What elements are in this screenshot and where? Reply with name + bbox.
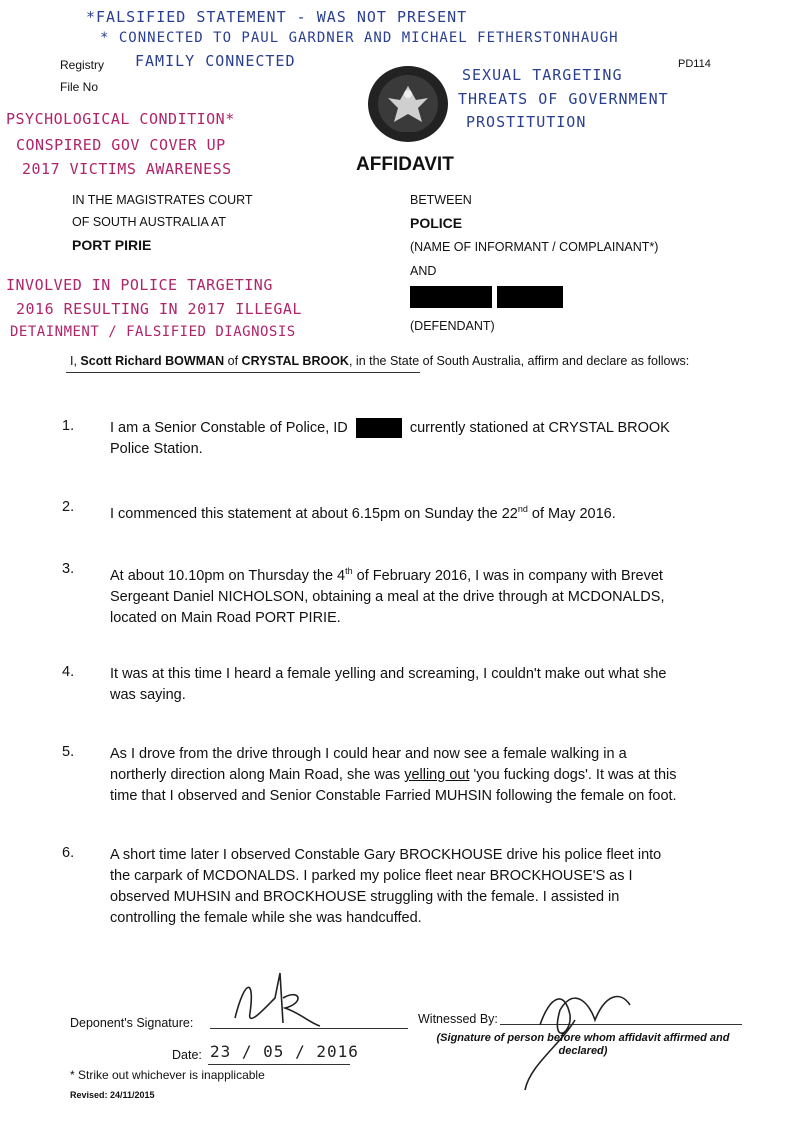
date-label: Date:: [172, 1048, 202, 1062]
para-number: 6.: [62, 845, 75, 861]
registry-label: Registry: [60, 58, 105, 72]
para-number: 1.: [62, 418, 75, 434]
annotation-falsified: *FALSIFIED STATEMENT - WAS NOT PRESENT: [86, 8, 468, 26]
redacted-defendant-2: [497, 286, 563, 308]
para-number: 4.: [62, 664, 75, 680]
redacted-defendant-1: [410, 286, 492, 308]
revised-date: Revised: 24/11/2015: [70, 1090, 155, 1100]
paragraph-1: I am a Senior Constable of Police, ID currently stationed at CRYSTAL BROOK Police Station.: [110, 420, 670, 457]
annotation-victims: 2017 VICTIMS AWARENESS: [22, 160, 232, 178]
court-line-1: IN THE MAGISTRATES COURT: [72, 193, 253, 207]
annotation-conspired: CONSPIRED GOV COVER UP: [16, 136, 226, 154]
deponent-signature-label: Deponent's Signature:: [70, 1016, 194, 1030]
para-number: 5.: [62, 744, 75, 760]
deponent-place: CRYSTAL BROOK: [241, 354, 349, 368]
witnessed-by-label: Witnessed By:: [418, 1012, 498, 1026]
date-line: [208, 1064, 350, 1065]
paragraph-6: A short time later I observed Constable Gary BROCKHOUSE drive his police fleet into the carpark of MCDONALDS. I parked my police fleet near BROCKHOUSE'S as I observed MUHSIN and BROCKHOUSE struggling with the female. I assisted in controlling the female while she was handcuffed.: [110, 847, 662, 926]
annotation-threats: THREATS OF GOVERNMENT: [458, 90, 669, 108]
coat-of-arms: [360, 58, 456, 146]
strike-note: * Strike out whichever is inapplicable: [70, 1068, 265, 1082]
paragraph-3: At about 10.10pm on Thursday the 4th of February 2016, I was in company with Brevet Sergeant Daniel NICHOLSON, obtaining a meal at the drive through at MCDONALDS, located on Main Road PORT PIRIE.: [110, 566, 665, 626]
deponent-signature: [225, 968, 335, 1037]
informant-name: POLICE: [410, 215, 463, 231]
intro-underline: [66, 372, 420, 373]
witness-note: (Signature of person before whom affidavit affirmed and declared): [436, 1032, 730, 1057]
file-no-label: File No: [60, 80, 99, 94]
para-number: 2.: [62, 499, 75, 515]
paragraph-2: I commenced this statement at about 6.15pm on Sunday the 22nd of May 2016.: [110, 504, 616, 522]
and-label: AND: [410, 264, 437, 278]
form-code: PD114: [678, 58, 711, 70]
paragraph-4: It was at this time I heard a female yelling and screaming, I couldn't make out what she was saying.: [110, 666, 667, 703]
defendant-label: (DEFENDANT): [410, 319, 495, 333]
date-value: 23 / 05 / 2016: [210, 1042, 359, 1061]
annotation-involved: INVOLVED IN POLICE TARGETING: [6, 276, 273, 294]
deponent-name: Scott Richard BOWMAN: [80, 354, 225, 368]
between-label: BETWEEN: [410, 193, 472, 207]
annotation-connected: * CONNECTED TO PAUL GARDNER AND MICHAEL FETHERSTONHAUGH: [100, 30, 619, 46]
annotation-prostitution: PROSTITUTION: [466, 113, 587, 131]
court-line-2: OF SOUTH AUSTRALIA AT: [72, 215, 226, 229]
document-title: AFFIDAVIT: [356, 154, 454, 175]
para-number: 3.: [62, 561, 75, 577]
redacted-id: [356, 418, 402, 438]
intro-statement: I, Scott Richard BOWMAN of CRYSTAL BROOK, in the State of South Australia, affirm and declare as follows:: [70, 354, 690, 368]
annotation-family: FAMILY CONNECTED: [135, 52, 296, 70]
annotation-2016: 2016 RESULTING IN 2017 ILLEGAL: [16, 300, 302, 318]
court-location: PORT PIRIE: [72, 237, 152, 253]
annotation-detainment: DETAINMENT / FALSIFIED DIAGNOSIS: [10, 324, 296, 340]
annotation-sexual-targeting: SEXUAL TARGETING: [462, 66, 623, 84]
informant-label: (NAME OF INFORMANT / COMPLAINANT*): [410, 240, 659, 254]
paragraph-5: As I drove from the drive through I could hear and now see a female walking in a northerly direction along Main Road, she was yelling out 'you fucking dogs'. It was at this time that I observed and Senior Constable Farried MUHSIN following the female on foot.: [110, 746, 677, 804]
annotation-psychological: PSYCHOLOGICAL CONDITION*: [6, 110, 235, 128]
